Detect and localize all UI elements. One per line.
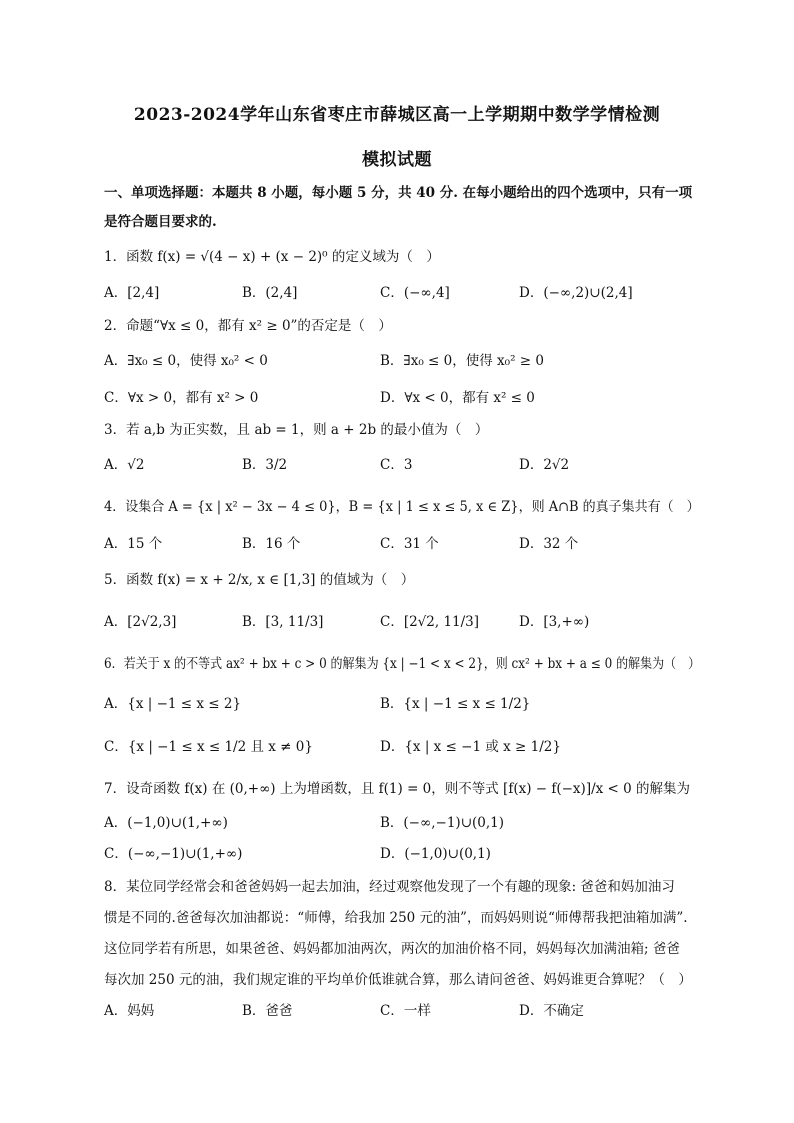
exam-title: 2023-2024学年山东省枣庄市薛城区高一上学期期中数学学情检测 [133,105,661,125]
question-1-stem: 1．函数 f(x) = √(4 − x) + (x − 2)⁰ 的定义域为（ ） [104,249,440,265]
question-2-option-a: A．∃x₀ ≤ 0，使得 x₀² < 0 [104,353,268,369]
question-1-option-a: A．[2,4] [104,285,160,301]
question-3-stem: 3．若 a,b 为正实数，且 ab = 1，则 a + 2b 的最小值为（ ） [104,422,489,438]
question-7-stem: 7．设奇函数 f(x) 在 (0,+∞) 上为增函数，且 f(1) = 0，则不等式 [f(x) − f(−x)]/x < 0 的解集为 [104,781,691,797]
question-5-stem: 5．函数 f(x) = x + 2/x, x ∈ [1,3] 的值域为（ ） [104,572,415,588]
question-6-stem: 6．若关于 x 的不等式 ax² + bx + c > 0 的解集为 {x | −1 < x < 2}，则 cx² + bx + a ≤ 0 的解集为（ ） [104,656,701,672]
question-4-option-c: C．31 个 [380,536,439,552]
question-5-option-c: C．[2√2, 11/3] [380,614,480,630]
question-7-option-a: A．(−1,0)∪(1,+∞) [104,815,228,831]
section-heading: 一、单项选择题：本题共 8 小题，每小题 5 分，共 40 分. 在每小题给出的四个选项中，只有一项 [104,185,693,201]
question-5-option-a: A．[2√2,3] [104,614,177,630]
question-3-option-c: C．3 [380,457,413,473]
exam-subtitle: 模拟试题 [362,150,432,170]
question-7-option-b: B．(−∞,−1)∪(0,1) [380,815,505,831]
question-8-stem-line-3: 这位同学若有所思，如果爸爸、妈妈都加油两次，两次的加油价格不同，妈妈每次加满油箱; 爸爸 [104,941,680,957]
question-3-option-b: B．3/2 [242,457,288,473]
question-6-option-d: D．{x | x ≤ −1 或 x ≥ 1/2} [380,739,561,755]
question-8-option-d: D．不确定 [519,1003,584,1019]
question-8-option-b: B．爸爸 [242,1003,293,1019]
question-3-option-d: D．2√2 [519,457,570,473]
question-7-option-d: D．(−1,0)∪(0,1) [380,846,491,862]
question-1-option-c: C．(−∞,4] [380,285,450,301]
question-8-option-a: A．妈妈 [104,1003,155,1019]
question-6-option-a: A．{x | −1 ≤ x ≤ 2} [104,696,242,712]
section-heading-cont: 是符合题目要求的. [104,214,217,230]
question-2-stem: 2．命题“∀x ≤ 0，都有 x² ≥ 0”的否定是（ ） [104,318,392,334]
question-5-option-b: B．[3, 11/3] [242,614,324,630]
question-1-option-b: B．(2,4] [242,285,298,301]
question-7-option-c: C．(−∞,−1)∪(1,+∞) [104,846,243,862]
question-4-option-d: D．32 个 [519,536,579,552]
question-6-option-c: C．{x | −1 ≤ x ≤ 1/2 且 x ≠ 0} [104,739,313,755]
question-8-stem-line-1: 8．某位同学经常会和爸爸妈妈一起去加油，经过观察他发现了一个有趣的现象: 爸爸和妈加油习 [104,879,675,895]
question-8-stem-line-2: 惯是不同的.爸爸每次加油都说：“师傅，给我加 250 元的油”，而妈妈则说“师傅帮我把油箱加满”. [104,910,688,926]
question-1-option-d: D．(−∞,2)∪(2,4] [519,285,633,301]
question-8-stem-line-4: 每次加 250 元的油，我们规定谁的平均单价低谁就合算，那么请问爸爸、妈妈谁更合算呢？（ ） [104,972,692,988]
question-5-option-d: D．[3,+∞) [519,614,590,630]
question-6-option-b: B．{x | −1 ≤ x ≤ 1/2} [380,696,531,712]
question-4-option-a: A．15 个 [104,536,163,552]
question-2-option-c: C．∀x > 0，都有 x² > 0 [104,390,259,406]
question-2-option-d: D．∀x < 0，都有 x² ≤ 0 [380,390,535,406]
question-4-option-b: B．16 个 [242,536,301,552]
question-2-option-b: B．∃x₀ ≤ 0，使得 x₀² ≥ 0 [380,353,544,369]
question-4-stem: 4．设集合 A = {x | x² − 3x − 4 ≤ 0}，B = {x | 1 ≤ x ≤ 5, x ∈ Z}，则 A∩B 的真子集共有（ ） [104,499,700,515]
question-8-option-c: C．一样 [380,1003,431,1019]
question-3-option-a: A．√2 [104,457,145,473]
